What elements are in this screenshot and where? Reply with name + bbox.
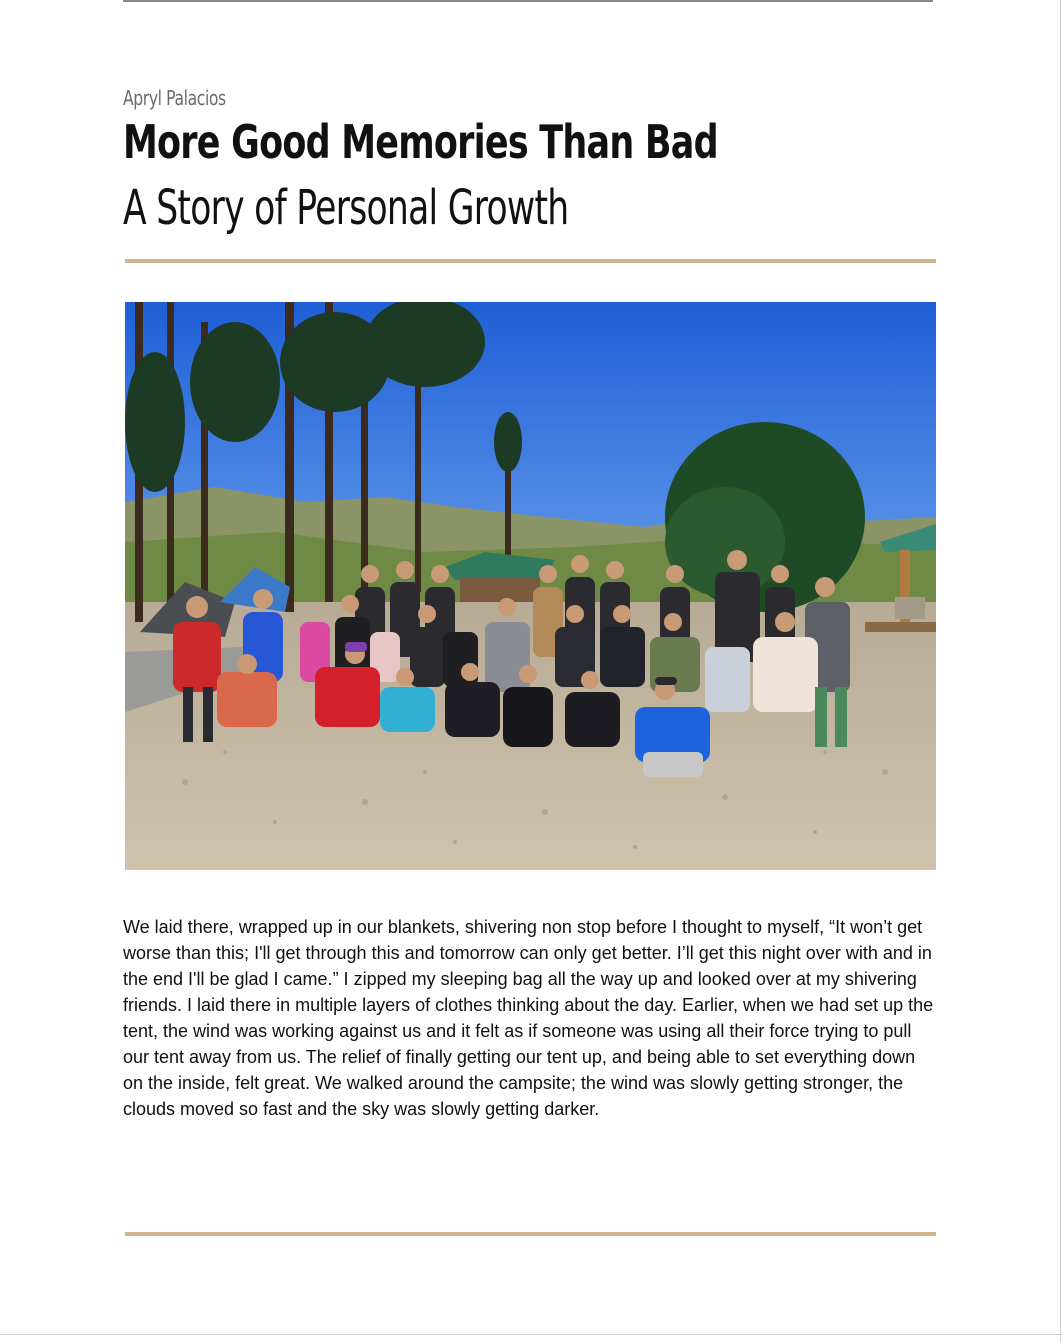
top-divider bbox=[125, 259, 936, 263]
author-name: Apryl Palacios bbox=[123, 86, 226, 110]
page-bottom-edge bbox=[0, 1334, 1062, 1335]
page-subtitle: A Story of Personal Growth bbox=[123, 180, 569, 236]
page-title: More Good Memories Than Bad bbox=[123, 115, 718, 169]
body-paragraph: We laid there, wrapped up in our blankets, shivering non stop before I thought to myself, “It won’t get worse than this; I'll get through this and tomorrow can only get better. I’ll get this night over with and in the end I'll be glad I came.” I zipped my sleeping bag all the way up and looked over at my shivering friends. I laid there in multiple layers of clothes thinking about the day. Earlier, when we had set up the tent, the wind was working against us and it felt as if someone was using all their force trying to pull our tent away from us. The relief of finally getting our tent up, and being able to set everything down on the inside, felt great. We walked around the campsite; the wind was slowly getting stronger, the clouds moved so fast and the sky was slowly getting darker. bbox=[123, 917, 934, 1119]
bottom-divider bbox=[125, 1232, 936, 1236]
group-photo bbox=[125, 302, 936, 870]
page-right-edge bbox=[1060, 0, 1061, 1342]
page-top-edge bbox=[123, 0, 933, 2]
